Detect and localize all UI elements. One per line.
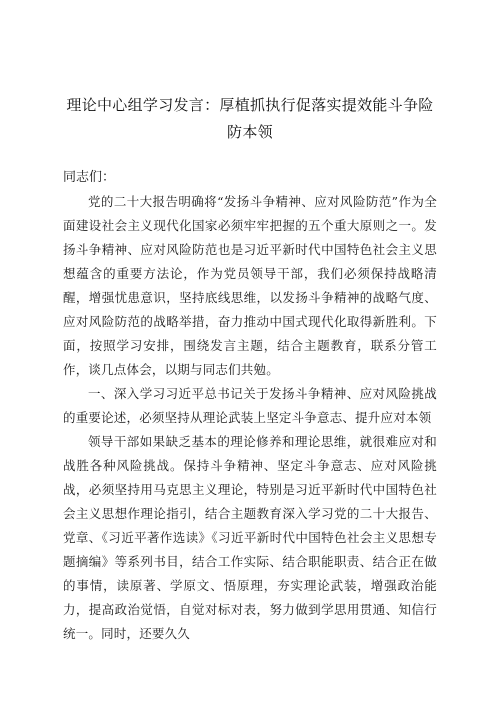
paragraph-intro: 党的二十大报告明确将“发扬斗争精神、应对风险防范”作为全面建设社会主义现代化国家必须牢牢把握的五个重大原则之一。发扬斗争精神、应对风险防范也是习近平新时代中国特色社会主义思想蕴含的重要方法论，作为党员领导干部，我们必须保持战略清醒，增强忧患意识，坚持底线思维，以发扬斗争精神的战略气度、应对风险防范的战略举措，奋力推动中国式现代化取得新胜利。下面，按照学习安排，围绕发言主题，结合主题教育，联系分管工作，谈几点体会，以期与同志们共勉。 <box>63 194 437 377</box>
paragraph-body: 领导干部如果缺乏基本的理论修养和理论思维，就很难应对和战胜各种风险挑战。保持斗争精神、坚定斗争意志、应对风险挑战，必须坚持用马克思主义理论，特别是习近平新时代中国特色社会主义思想作理论指引，结合主题教育深入学习党的二十大报告、党章、《习近平著作选读》《习近平新时代中国特色社会主义思想专题摘编》等系列书目，结合工作实际、结合职能职责、结合正在做的事情，读原著、学原文、悟原理，夯实理论武装，增强政治能力，提高政治觉悟，自觉对标对表，努力做到学思用贯通、知信行统一。同时，还要久久 <box>63 434 437 641</box>
title-line-2: 防本领 <box>227 123 273 141</box>
section-heading-1: 一、深入学习习近平总书记关于发扬斗争精神、应对风险挑战的重要论述，必须坚持从理论武装上坚定斗争意志、提升应对本领 <box>63 386 437 425</box>
greeting: 同志们： <box>63 170 116 185</box>
title-line-1: 理论中心组学习发言：厚植抓执行促落实提效能斗争险 <box>66 96 434 114</box>
document-title <box>63 92 437 146</box>
